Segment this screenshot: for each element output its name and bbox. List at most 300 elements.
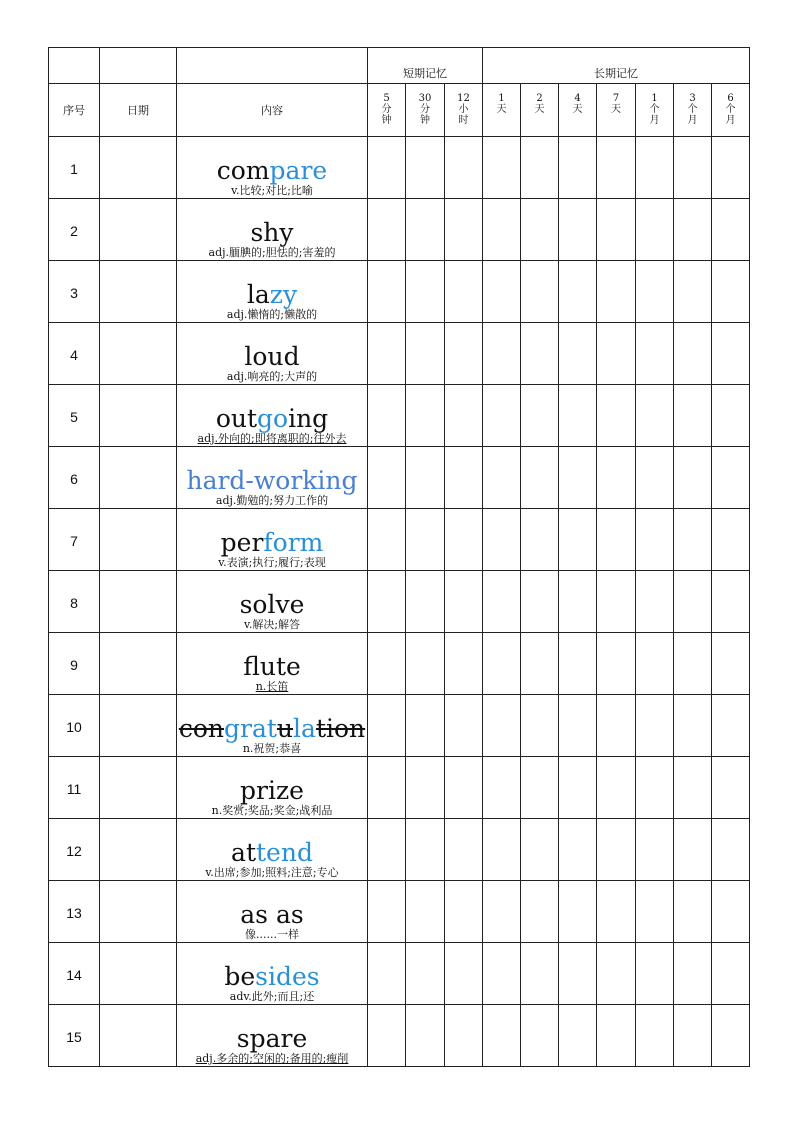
word-meaning: adj.懒惰的;懒散的 [226,308,318,321]
word-meaning: n.祝贺;恭喜 [242,742,302,755]
review-check-cell[interactable] [521,509,559,571]
word-meaning: adj.多余的;空闲的;备用的;瘦削 [195,1052,349,1065]
content-cell [177,695,368,757]
row-index-cell [49,137,100,199]
review-check-cell[interactable] [368,1005,406,1067]
review-check-cell[interactable] [521,757,559,819]
row-index-cell [49,943,100,1005]
interval-header [406,84,445,137]
review-check-cell[interactable] [712,943,750,1005]
review-check-cell[interactable] [483,571,521,633]
date-cell[interactable] [100,633,177,695]
index-column-header: 序号 [49,84,100,137]
review-check-cell[interactable] [521,571,559,633]
date-cell[interactable] [100,757,177,819]
review-check-cell[interactable] [674,137,712,199]
review-check-cell[interactable] [597,819,636,881]
word-meaning: v.出席;参加;照料;注意;专心 [205,866,339,879]
content-cell [177,571,368,633]
review-check-cell[interactable] [483,943,521,1005]
word-syllable: u [276,714,294,743]
table-row [49,819,750,881]
review-check-cell[interactable] [597,757,636,819]
review-check-cell[interactable] [597,199,636,261]
word-syllable: sides [255,962,320,991]
review-check-cell[interactable] [406,571,445,633]
content-cell [177,261,368,323]
date-cell[interactable] [100,199,177,261]
review-check-cell[interactable] [483,757,521,819]
review-check-cell[interactable] [559,323,597,385]
review-check-cell[interactable] [674,695,712,757]
review-check-cell[interactable] [674,323,712,385]
review-check-cell[interactable] [559,137,597,199]
review-check-cell[interactable] [521,881,559,943]
word-meaning: adj.外向的;即将离职的;往外去 [197,432,347,445]
date-cell[interactable] [100,819,177,881]
interval-header [445,84,483,137]
review-check-cell[interactable] [636,571,674,633]
vocab-word [177,530,367,556]
row-index: 10 [66,719,82,735]
review-check-cell[interactable] [368,695,406,757]
review-check-cell[interactable] [483,261,521,323]
review-check-cell[interactable] [674,571,712,633]
table-row [49,633,750,695]
content-cell [177,1005,368,1067]
review-check-cell[interactable] [559,447,597,509]
interval-header [368,84,406,137]
review-check-cell[interactable] [597,571,636,633]
row-index-cell [49,819,100,881]
date-cell[interactable] [100,695,177,757]
review-check-cell[interactable] [445,323,483,385]
row-index-cell [49,323,100,385]
table-row [49,199,750,261]
table-row [49,137,750,199]
review-check-cell[interactable] [521,943,559,1005]
row-index: 11 [66,781,82,797]
table-row [49,757,750,819]
review-check-cell[interactable] [636,323,674,385]
review-check-cell[interactable] [445,385,483,447]
vocab-word [177,778,367,804]
review-check-cell[interactable] [483,881,521,943]
review-check-cell[interactable] [483,819,521,881]
interval-header-char: 1 [498,93,505,104]
vocab-word [177,654,367,680]
review-check-cell[interactable] [597,695,636,757]
date-cell[interactable] [100,137,177,199]
review-check-cell[interactable] [559,509,597,571]
content-cell [177,881,368,943]
date-cell[interactable] [100,943,177,1005]
review-check-cell[interactable] [636,509,674,571]
vocab-word [177,964,367,990]
interval-header-char: 5 [383,93,390,104]
interval-header-char: 小 [458,104,469,115]
review-check-cell[interactable] [674,447,712,509]
review-check-cell[interactable] [483,1005,521,1067]
review-check-cell[interactable] [559,571,597,633]
word-syllable: prize [240,776,304,805]
header-blank-cell [100,48,177,84]
review-check-cell[interactable] [674,1005,712,1067]
review-check-cell[interactable] [636,757,674,819]
vocab-word [177,1026,367,1052]
row-index: 4 [70,347,78,363]
review-check-cell[interactable] [636,1005,674,1067]
review-check-cell[interactable] [559,1005,597,1067]
table-row [49,943,750,1005]
table-row [49,881,750,943]
review-check-cell[interactable] [674,261,712,323]
review-check-cell[interactable] [368,137,406,199]
review-check-cell[interactable] [521,1005,559,1067]
word-syllable: form [263,528,324,557]
interval-header-char: 个 [687,104,698,115]
review-check-cell[interactable] [406,509,445,571]
review-check-cell[interactable] [483,509,521,571]
review-check-cell[interactable] [712,881,750,943]
review-check-cell[interactable] [674,943,712,1005]
interval-header-char: 7 [612,93,620,104]
date-cell[interactable] [100,385,177,447]
review-table [48,47,750,1067]
review-check-cell[interactable] [483,447,521,509]
review-check-cell[interactable] [636,695,674,757]
short-term-header: 短期记忆 [368,48,483,84]
interval-header [674,84,712,137]
review-check-cell[interactable] [521,137,559,199]
review-check-cell[interactable] [368,819,406,881]
word-meaning: adj.勤勉的;努力工作的 [215,494,329,507]
review-check-cell[interactable] [712,757,750,819]
word-meaning: v.表演;执行;履行;表现 [218,556,326,569]
interval-header-char: 月 [649,115,660,126]
content-cell [177,199,368,261]
review-check-cell[interactable] [597,1005,636,1067]
vocab-word [177,902,367,928]
date-cell[interactable] [100,447,177,509]
review-check-cell[interactable] [674,881,712,943]
table-row [49,695,750,757]
review-check-cell[interactable] [368,385,406,447]
word-syllable: shy [250,218,294,247]
date-cell[interactable] [100,881,177,943]
word-syllable: flute [243,652,301,681]
review-check-cell[interactable] [712,509,750,571]
vocab-word [177,344,367,370]
interval-header-char: 钟 [381,115,392,126]
review-check-cell[interactable] [712,137,750,199]
review-check-cell[interactable] [636,199,674,261]
review-check-cell[interactable] [597,943,636,1005]
header-blank-cell [177,48,368,84]
word-syllable: be [224,962,256,991]
review-check-cell[interactable] [445,571,483,633]
vocab-word [177,220,367,246]
review-check-cell[interactable] [368,447,406,509]
table-row [49,261,750,323]
row-index: 6 [70,471,78,487]
review-check-cell[interactable] [521,695,559,757]
interval-header-char: 30 [418,93,432,104]
review-check-cell[interactable] [636,385,674,447]
interval-header-char: 月 [725,115,736,126]
word-syllable: com [216,156,270,185]
review-check-cell[interactable] [674,633,712,695]
content-cell [177,633,368,695]
review-check-cell[interactable] [559,261,597,323]
review-check-cell[interactable] [406,695,445,757]
content-cell [177,385,368,447]
review-check-cell[interactable] [406,757,445,819]
review-check-cell[interactable] [445,633,483,695]
review-check-cell[interactable] [521,633,559,695]
date-cell[interactable] [100,1005,177,1067]
date-cell[interactable] [100,509,177,571]
word-syllable: zy [269,280,298,309]
row-index: 2 [70,223,78,239]
word-meaning: adv.此外;而且;还 [229,990,315,1003]
review-check-cell[interactable] [636,881,674,943]
word-syllable: con [178,714,225,743]
review-check-cell[interactable] [712,571,750,633]
review-check-cell[interactable] [674,509,712,571]
table-row [49,1005,750,1067]
date-cell[interactable] [100,571,177,633]
review-check-cell[interactable] [712,695,750,757]
review-check-cell[interactable] [368,757,406,819]
content-column-header: 内容 [177,84,368,137]
review-check-cell[interactable] [636,819,674,881]
vocab-word [177,158,367,184]
date-column-header: 日期 [100,84,177,137]
content-cell [177,757,368,819]
review-check-cell[interactable] [521,323,559,385]
review-check-cell[interactable] [406,323,445,385]
row-index: 1 [70,161,78,177]
interval-header-char: 天 [496,104,507,115]
row-index: 7 [70,533,78,549]
review-check-cell[interactable] [483,199,521,261]
review-check-cell[interactable] [712,385,750,447]
review-check-cell[interactable] [674,757,712,819]
review-check-cell[interactable] [406,385,445,447]
word-syllable: tend [256,838,313,867]
review-check-cell[interactable] [483,633,521,695]
interval-header [559,84,597,137]
review-check-cell[interactable] [483,695,521,757]
interval-header [636,84,674,137]
review-check-cell[interactable] [368,199,406,261]
content-cell [177,137,368,199]
word-meaning: v.解决;解答 [243,618,301,631]
word-syllable: la [293,714,316,743]
review-check-cell[interactable] [636,261,674,323]
review-check-cell[interactable] [712,323,750,385]
review-check-cell[interactable] [712,199,750,261]
review-check-cell[interactable] [674,819,712,881]
review-check-cell[interactable] [406,261,445,323]
review-check-cell[interactable] [559,385,597,447]
review-check-cell[interactable] [597,447,636,509]
word-meaning: v.比较;对比;比喻 [231,184,313,197]
row-index-cell [49,1005,100,1067]
review-check-cell[interactable] [445,137,483,199]
interval-header-char: 1 [651,93,658,104]
review-check-cell[interactable] [368,261,406,323]
review-check-cell[interactable] [368,571,406,633]
row-index-cell [49,261,100,323]
row-index-cell [49,509,100,571]
review-check-cell[interactable] [445,943,483,1005]
review-check-cell[interactable] [445,819,483,881]
review-check-cell[interactable] [445,199,483,261]
review-check-cell[interactable] [368,943,406,1005]
review-check-cell[interactable] [559,819,597,881]
row-index: 3 [70,285,78,301]
review-check-cell[interactable] [445,695,483,757]
interval-header-char: 月 [687,115,698,126]
review-check-cell[interactable] [406,137,445,199]
interval-header-char: 2 [536,93,543,104]
review-check-cell[interactable] [445,881,483,943]
review-check-cell[interactable] [674,385,712,447]
review-check-cell[interactable] [521,199,559,261]
table-row [49,447,750,509]
review-check-cell[interactable] [406,1005,445,1067]
review-check-cell[interactable] [406,447,445,509]
interval-header [521,84,559,137]
interval-header [483,84,521,137]
review-check-cell[interactable] [445,447,483,509]
review-check-cell[interactable] [521,447,559,509]
review-check-cell[interactable] [368,509,406,571]
row-index-cell [49,695,100,757]
date-cell[interactable] [100,261,177,323]
row-index-cell [49,571,100,633]
review-check-cell[interactable] [483,323,521,385]
review-check-cell[interactable] [445,509,483,571]
table-row [49,571,750,633]
review-check-cell[interactable] [559,943,597,1005]
table-row [49,385,750,447]
interval-header-char: 个 [725,104,736,115]
vocab-word: hard-working [186,466,358,495]
row-index-cell [49,447,100,509]
row-index-cell [49,633,100,695]
review-check-cell[interactable] [712,447,750,509]
row-index: 13 [66,905,82,921]
interval-header [597,84,636,137]
review-check-cell[interactable] [559,881,597,943]
vocab-word [177,282,367,308]
word-syllable: la [246,280,270,309]
content-cell [177,447,368,509]
word-syllable: solve [239,590,305,619]
review-check-cell[interactable] [406,881,445,943]
word-meaning: n.长笛 [255,680,289,693]
content-cell [177,819,368,881]
row-index: 9 [70,657,78,673]
vocab-word [177,592,367,618]
interval-header-char: 钟 [420,115,430,126]
review-check-cell[interactable] [597,137,636,199]
word-syllable: ing [288,404,329,433]
review-check-cell[interactable] [406,199,445,261]
review-check-cell[interactable] [712,633,750,695]
review-check-cell[interactable] [636,137,674,199]
review-check-cell[interactable] [559,633,597,695]
review-check-cell[interactable] [368,633,406,695]
review-check-cell[interactable] [559,199,597,261]
review-check-cell[interactable] [445,261,483,323]
review-check-cell[interactable] [712,819,750,881]
review-check-cell[interactable] [712,261,750,323]
content-cell [177,943,368,1005]
review-check-cell[interactable] [674,199,712,261]
date-cell[interactable] [100,323,177,385]
word-syllable: pare [269,156,328,185]
row-index: 14 [66,967,82,983]
review-check-cell[interactable] [368,323,406,385]
review-check-cell[interactable] [597,261,636,323]
review-check-cell[interactable] [368,881,406,943]
review-check-cell[interactable] [521,819,559,881]
review-check-cell[interactable] [559,757,597,819]
review-check-cell[interactable] [597,633,636,695]
review-check-cell[interactable] [406,943,445,1005]
review-check-cell[interactable] [521,385,559,447]
word-syllable: out [215,404,258,433]
word-syllable: loud [244,342,300,371]
review-check-cell[interactable] [636,447,674,509]
row-index: 15 [66,1029,82,1045]
long-term-header: 长期记忆 [483,48,750,84]
interval-header-char: 个 [649,104,660,115]
review-check-cell[interactable] [445,1005,483,1067]
review-check-cell[interactable] [597,881,636,943]
review-check-cell[interactable] [483,385,521,447]
review-check-cell[interactable] [406,819,445,881]
review-check-cell[interactable] [597,323,636,385]
row-index: 12 [66,843,82,859]
review-check-cell[interactable] [521,261,559,323]
row-index-cell [49,385,100,447]
review-check-cell[interactable] [483,137,521,199]
word-syllable: at [231,838,256,867]
vocab-word [177,840,367,866]
review-check-cell[interactable] [597,385,636,447]
review-check-cell[interactable] [559,695,597,757]
review-check-cell[interactable] [712,1005,750,1067]
word-meaning: adj.腼腆的;胆怯的;害羞的 [208,246,336,259]
review-check-cell[interactable] [406,633,445,695]
review-check-cell[interactable] [445,757,483,819]
content-cell [177,509,368,571]
word-syllable: per [220,528,264,557]
row-index-cell [49,757,100,819]
review-check-cell[interactable] [636,943,674,1005]
vocab-word [177,406,367,432]
interval-header-char: 12 [457,93,470,104]
review-check-cell[interactable] [636,633,674,695]
table-row [49,323,750,385]
content-cell [177,323,368,385]
review-check-cell[interactable] [597,509,636,571]
